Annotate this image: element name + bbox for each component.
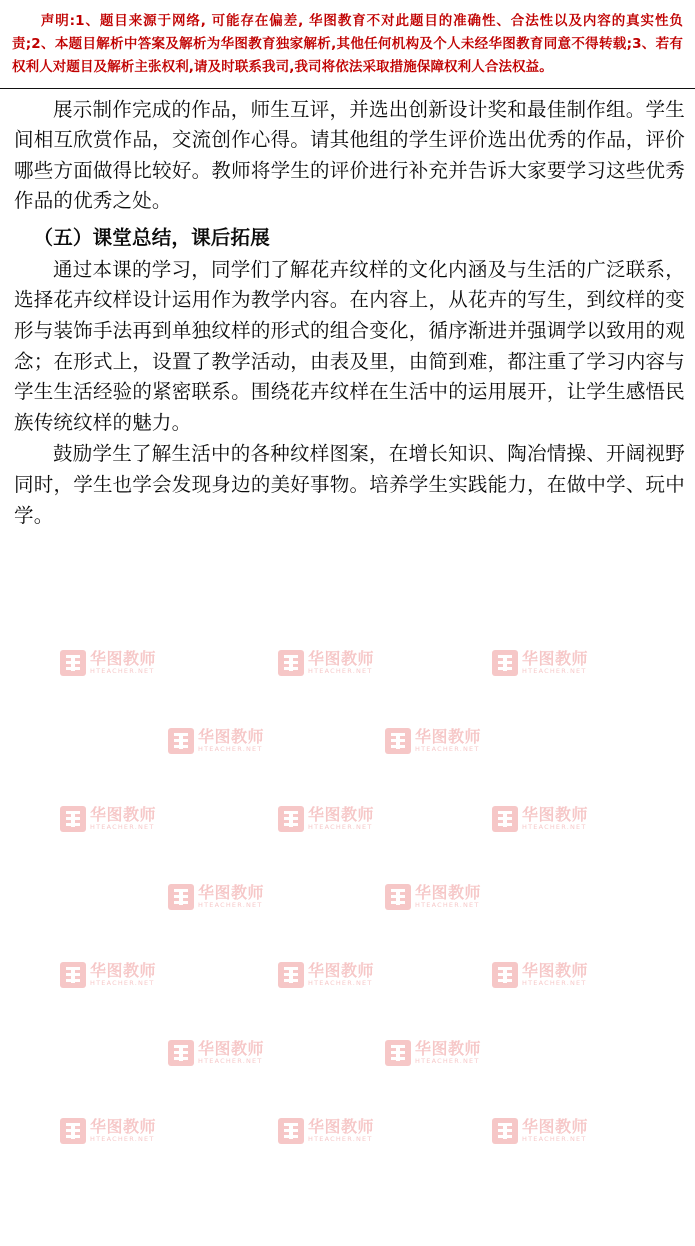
section-heading-summary: （五）课堂总结，课后拓展 <box>33 226 270 250</box>
watermark-main-text: 华图教师 <box>90 649 157 669</box>
watermark-badge-icon <box>492 1118 518 1144</box>
watermark-text <box>522 651 588 675</box>
watermark-main-text: 华图教师 <box>198 727 265 747</box>
watermark-sub-text: HTEACHER.NET <box>198 1056 263 1065</box>
watermark-sub-text: HTEACHER.NET <box>308 822 373 831</box>
watermark-logo <box>492 1118 588 1144</box>
disclaimer-body: 1、题目来源于网络, 可能存在偏差, 华图教育不对此题目的准确性、合法性以及内容的真实性负责;2、本题目解析中答案及解析为华图教育独家解析,其他任何机构及个人未经华图教育同意不得转载;3、若有权利人对题目及解析主张权利,请及时联系我司,我司将依法采取措施保障权利人合法权益。 <box>12 13 683 76</box>
watermark-sub-text: HTEACHER.NET <box>308 666 373 675</box>
watermark-text <box>90 1119 156 1143</box>
paragraph-summary: 通过本课的学习，同学们了解花卉纹样的文化内涵及与生活的广泛联系，选择花卉纹样设计运用作为教学内容。在内容上，从花卉的写生，到纹样的变形与装饰手法再到单独纹样的形式的组合变化，循序渐进并强调学以致用的观念；在形式上，设置了教学活动，由表及里，由简到难，都注重了学习内容与学生生活经验的紧密联系。围绕花卉纹样在生活中的运用展开，让学生感悟民族传统纹样的魅力。 <box>14 257 685 434</box>
watermark-text <box>522 1119 588 1143</box>
watermark-sub-text: HTEACHER.NET <box>522 666 587 675</box>
watermark-sub-text: HTEACHER.NET <box>522 822 587 831</box>
watermark-badge-icon <box>385 884 411 910</box>
watermark-logo <box>385 884 481 910</box>
watermark-text <box>90 651 156 675</box>
watermark-text <box>415 1041 481 1065</box>
watermark-main-text: 华图教师 <box>308 805 375 825</box>
watermark-logo <box>278 1118 374 1144</box>
watermark-text <box>522 807 588 831</box>
watermark-main-text: 华图教师 <box>90 805 157 825</box>
watermark-main-text: 华图教师 <box>415 727 482 747</box>
watermark-sub-text: HTEACHER.NET <box>90 666 155 675</box>
watermark-sub-text: HTEACHER.NET <box>198 900 263 909</box>
watermark-badge-icon <box>492 806 518 832</box>
watermark-logo <box>60 962 156 988</box>
watermark-sub-text: HTEACHER.NET <box>198 744 263 753</box>
watermark-sub-text: HTEACHER.NET <box>308 978 373 987</box>
watermark-badge-icon <box>168 884 194 910</box>
document-body <box>0 89 695 532</box>
watermark-sub-text: HTEACHER.NET <box>415 900 480 909</box>
watermark-sub-text: HTEACHER.NET <box>90 822 155 831</box>
paragraph-extension: 鼓励学生了解生活中的各种纹样图案，在增长知识、陶冶情操、开阔视野同时，学生也学会发现身边的美好事物。培养学生实践能力，在做中学、玩中学。 <box>14 442 685 527</box>
watermark-logo <box>168 884 264 910</box>
watermark-badge-icon <box>492 962 518 988</box>
watermark-main-text: 华图教师 <box>90 961 157 981</box>
watermark-main-text: 华图教师 <box>308 1117 375 1137</box>
watermark-main-text: 华图教师 <box>522 649 589 669</box>
watermark-text <box>308 963 374 987</box>
watermark-badge-icon <box>60 650 86 676</box>
watermark-logo <box>278 650 374 676</box>
watermark-logo <box>60 806 156 832</box>
watermark-text <box>198 885 264 909</box>
watermark-badge-icon <box>168 1040 194 1066</box>
disclaimer-text <box>12 10 683 80</box>
watermark-logo <box>492 650 588 676</box>
watermark-main-text: 华图教师 <box>522 1117 589 1137</box>
paragraph-evaluation: 展示制作完成的作品，师生互评，并选出创新设计奖和最佳制作组。学生间相互欣赏作品，交流创作心得。请其他组的学生评价选出优秀的作品，评价哪些方面做得比较好。教师将学生的评价进行补充并告诉大家要学习这些优秀作品的优秀之处。 <box>14 97 685 213</box>
watermark-logo <box>385 728 481 754</box>
watermark-logo <box>492 962 588 988</box>
watermark-text <box>90 963 156 987</box>
watermark-logo <box>60 1118 156 1144</box>
watermark-logo <box>278 806 374 832</box>
watermark-sub-text: HTEACHER.NET <box>522 1134 587 1143</box>
watermark-badge-icon <box>385 1040 411 1066</box>
watermark-main-text: 华图教师 <box>415 883 482 903</box>
watermark-badge-icon <box>60 962 86 988</box>
watermark-badge-icon <box>278 962 304 988</box>
watermark-text <box>308 1119 374 1143</box>
watermark-sub-text: HTEACHER.NET <box>308 1134 373 1143</box>
watermark-badge-icon <box>492 650 518 676</box>
watermark-main-text: 华图教师 <box>522 805 589 825</box>
watermark-text <box>198 1041 264 1065</box>
watermark-main-text: 华图教师 <box>415 1039 482 1059</box>
watermark-sub-text: HTEACHER.NET <box>522 978 587 987</box>
watermark-main-text: 华图教师 <box>198 883 265 903</box>
watermark-text <box>198 729 264 753</box>
watermark-text <box>308 651 374 675</box>
watermark-badge-icon <box>278 806 304 832</box>
watermark-logo <box>60 650 156 676</box>
watermark-sub-text: HTEACHER.NET <box>415 1056 480 1065</box>
watermark-logo <box>278 962 374 988</box>
watermark-logo <box>385 1040 481 1066</box>
watermark-badge-icon <box>278 650 304 676</box>
watermark-main-text: 华图教师 <box>198 1039 265 1059</box>
watermark-text <box>415 885 481 909</box>
watermark-badge-icon <box>385 728 411 754</box>
watermark-main-text: 华图教师 <box>308 649 375 669</box>
watermark-main-text: 华图教师 <box>308 961 375 981</box>
watermark-badge-icon <box>168 728 194 754</box>
watermark-badge-icon <box>60 1118 86 1144</box>
watermark-logo <box>168 728 264 754</box>
watermark-text <box>90 807 156 831</box>
watermark-text <box>522 963 588 987</box>
watermark-text <box>415 729 481 753</box>
watermark-logo <box>492 806 588 832</box>
watermark-sub-text: HTEACHER.NET <box>90 978 155 987</box>
watermark-text <box>308 807 374 831</box>
watermark-sub-text: HTEACHER.NET <box>90 1134 155 1143</box>
disclaimer-prefix: 声明: <box>40 13 76 29</box>
watermark-badge-icon <box>60 806 86 832</box>
watermark-badge-icon <box>278 1118 304 1144</box>
watermark-main-text: 华图教师 <box>522 961 589 981</box>
watermark-main-text: 华图教师 <box>90 1117 157 1137</box>
disclaimer-block <box>0 0 695 89</box>
watermark-sub-text: HTEACHER.NET <box>415 744 480 753</box>
watermark-logo <box>168 1040 264 1066</box>
